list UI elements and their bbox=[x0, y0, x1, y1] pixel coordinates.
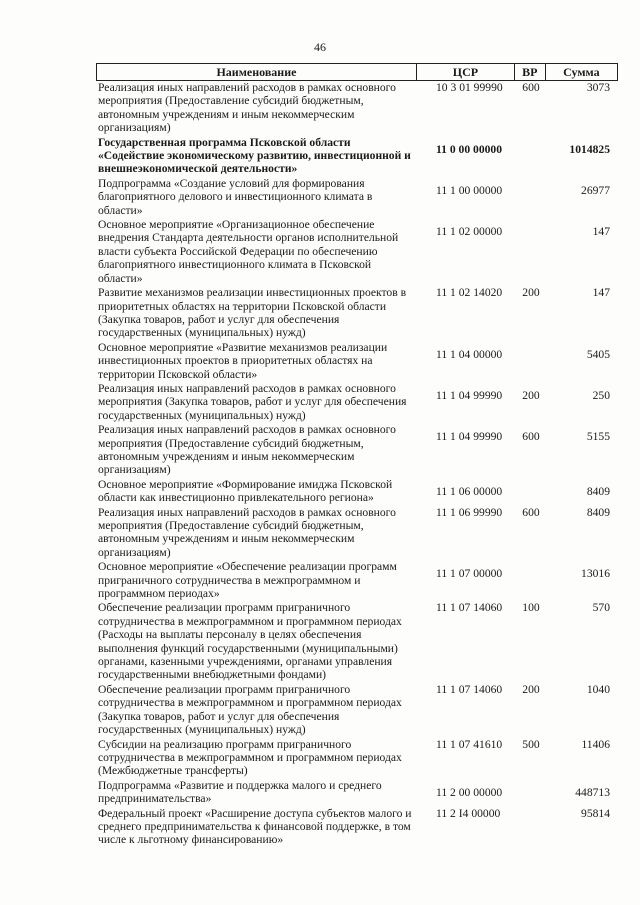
table-row bbox=[96, 423, 618, 477]
table-row bbox=[96, 807, 618, 847]
table-header bbox=[96, 63, 618, 81]
row-sum: 5155 bbox=[586, 430, 610, 444]
row-vr: 200 bbox=[522, 682, 540, 696]
row-csr: 11 1 07 14060 bbox=[436, 682, 503, 696]
row-name: Подпрограмма «Создание условий для формирования благоприятного делового и инвестиционного климата в области» bbox=[98, 176, 373, 217]
table-row bbox=[96, 560, 618, 600]
row-sum: 13016 bbox=[581, 567, 610, 581]
row-vr: 200 bbox=[522, 286, 540, 300]
row-name: Развитие механизмов реализации инвестиционных проектов в приоритетных областях на территории Псковской области (Закупка товаров, работ и услуг для обеспечения государственных (муниципальных) нужд) bbox=[98, 286, 407, 340]
row-csr: 11 2 00 00000 bbox=[436, 785, 503, 799]
row-name: Федеральный проект «Расширение доступа субъектов малого и среднего предпринимательства к финансовой поддержке, в том числе к льготному финансированию» bbox=[98, 806, 412, 847]
row-sum: 11406 bbox=[581, 737, 610, 751]
row-name: Обеспечение реализации программ приграничного сотрудничества в межпрограммном и программном периодах (Расходы на выплаты персоналу в целях обеспечения выполнения функций государственными (муниципальными) органами, казенными учреждениями, органами управления государственными внебюджетными фондами) bbox=[98, 601, 402, 682]
row-name: Основное мероприятие «Организационное обеспечение внедрения Стандарта деятельности органов исполнительной власти субъекта Российской Федерации по обеспечению благоприятного инвестиционного климата в Псковской области» bbox=[98, 218, 399, 285]
row-csr: 11 1 07 41610 bbox=[436, 737, 503, 751]
row-vr bbox=[516, 807, 546, 847]
row-vr: 200 bbox=[522, 388, 540, 402]
budget-table bbox=[96, 63, 618, 848]
table-row bbox=[96, 177, 618, 217]
row-vr: 600 bbox=[522, 81, 540, 94]
row-name: Основное мероприятие «Формирование имиджа Псковской области как инвестиционно привлекательного региона» bbox=[98, 477, 393, 505]
row-csr: 11 0 00 00000 bbox=[436, 142, 503, 156]
table-row bbox=[96, 779, 618, 806]
table-row bbox=[96, 136, 618, 176]
row-csr: 11 1 06 99990 bbox=[436, 505, 503, 519]
row-sum: 3073 bbox=[586, 81, 610, 94]
header-name: Наименование bbox=[96, 64, 416, 80]
row-csr: 11 1 04 00000 bbox=[436, 347, 503, 361]
row-name: Основное мероприятие «Обеспечение реализации программ приграничного сотрудничества в межпрограммном и программном периодах» bbox=[98, 560, 397, 601]
table-row bbox=[96, 286, 618, 340]
header-vr: ВР bbox=[514, 64, 545, 80]
row-vr bbox=[516, 779, 546, 806]
row-name: Реализация иных направлений расходов в рамках основного мероприятия (Закупка товаров, работ и услуг для обеспечения государственных (муниципальных) нужд) bbox=[98, 381, 407, 422]
table-body bbox=[96, 81, 618, 848]
row-vr bbox=[516, 560, 546, 600]
table-row bbox=[96, 683, 618, 737]
row-sum: 250 bbox=[592, 388, 610, 402]
row-sum: 147 bbox=[592, 286, 610, 300]
row-name: Реализация иных направлений расходов в рамках основного мероприятия (Предоставление субсидий бюджетным, автономным учреждениям и иным некоммерческим организациям) bbox=[98, 81, 396, 135]
table-row bbox=[96, 341, 618, 381]
row-csr: 11 1 04 99990 bbox=[436, 430, 503, 444]
table-row bbox=[96, 218, 618, 285]
row-sum: 448713 bbox=[575, 785, 610, 799]
row-name: Реализация иных направлений расходов в рамках основного мероприятия (Предоставление субсидий бюджетным, автономным учреждениям и иным некоммерческим организациям) bbox=[98, 505, 396, 559]
row-vr: 500 bbox=[522, 737, 540, 751]
row-csr: 10 3 01 99990 bbox=[436, 81, 503, 94]
row-sum: 1040 bbox=[586, 682, 610, 696]
row-csr: 11 1 02 00000 bbox=[436, 225, 503, 239]
page-number: 46 bbox=[314, 40, 326, 54]
row-sum: 5405 bbox=[586, 347, 610, 361]
row-name: Государственная программа Псковской области «Содействие экономическому развитию, инвестиционной и внешнеэкономической деятельности» bbox=[98, 135, 411, 176]
row-sum: 95814 bbox=[581, 806, 610, 820]
row-csr: 11 1 07 14060 bbox=[436, 601, 503, 615]
row-sum: 147 bbox=[592, 225, 610, 239]
row-sum: 8409 bbox=[586, 484, 610, 498]
table-row bbox=[96, 81, 618, 135]
row-sum: 8409 bbox=[586, 505, 610, 519]
row-vr: 600 bbox=[522, 430, 540, 444]
table-row bbox=[96, 382, 618, 422]
row-csr: 11 1 02 14020 bbox=[436, 286, 503, 300]
row-sum: 1014825 bbox=[569, 142, 610, 156]
table-row bbox=[96, 601, 618, 681]
row-name: Субсидии на реализацию программ приграничного сотрудничества в межпрограммном и программном периодах (Межбюджетные трансферты) bbox=[98, 737, 402, 778]
row-csr: 11 2 I4 00000 bbox=[436, 806, 501, 820]
row-name: Реализация иных направлений расходов в рамках основного мероприятия (Предоставление субсидий бюджетным, автономным учреждениям и иным некоммерческим организациям) bbox=[98, 423, 396, 477]
table-row bbox=[96, 506, 618, 560]
row-csr: 11 1 06 00000 bbox=[436, 484, 503, 498]
row-name: Подпрограмма «Развитие и поддержка малого и среднего предпринимательства» bbox=[98, 778, 382, 806]
row-name: Обеспечение реализации программ приграничного сотрудничества в межпрограммном и программном периодах (Закупка товаров, работ и услуг для обеспечения государственных (муниципальных) нужд) bbox=[98, 682, 402, 737]
table-row bbox=[96, 478, 618, 505]
row-sum: 26977 bbox=[581, 183, 610, 197]
row-vr bbox=[516, 177, 546, 217]
row-csr: 11 1 07 00000 bbox=[436, 567, 503, 581]
row-vr: 600 bbox=[522, 505, 540, 519]
row-vr bbox=[516, 341, 546, 381]
row-vr: 100 bbox=[522, 601, 540, 615]
row-vr bbox=[516, 218, 546, 285]
row-csr: 11 1 00 00000 bbox=[436, 183, 503, 197]
table-row bbox=[96, 738, 618, 778]
row-sum: 570 bbox=[592, 601, 610, 615]
row-name: Основное мероприятие «Развитие механизмов реализации инвестиционных проектов в приоритетных областях на территории Псковской области» bbox=[98, 340, 388, 381]
header-csr: ЦСР bbox=[416, 64, 514, 80]
header-sum: Сумма bbox=[545, 64, 618, 80]
row-vr bbox=[516, 136, 546, 176]
row-csr: 11 1 04 99990 bbox=[436, 388, 503, 402]
row-vr bbox=[516, 478, 546, 505]
